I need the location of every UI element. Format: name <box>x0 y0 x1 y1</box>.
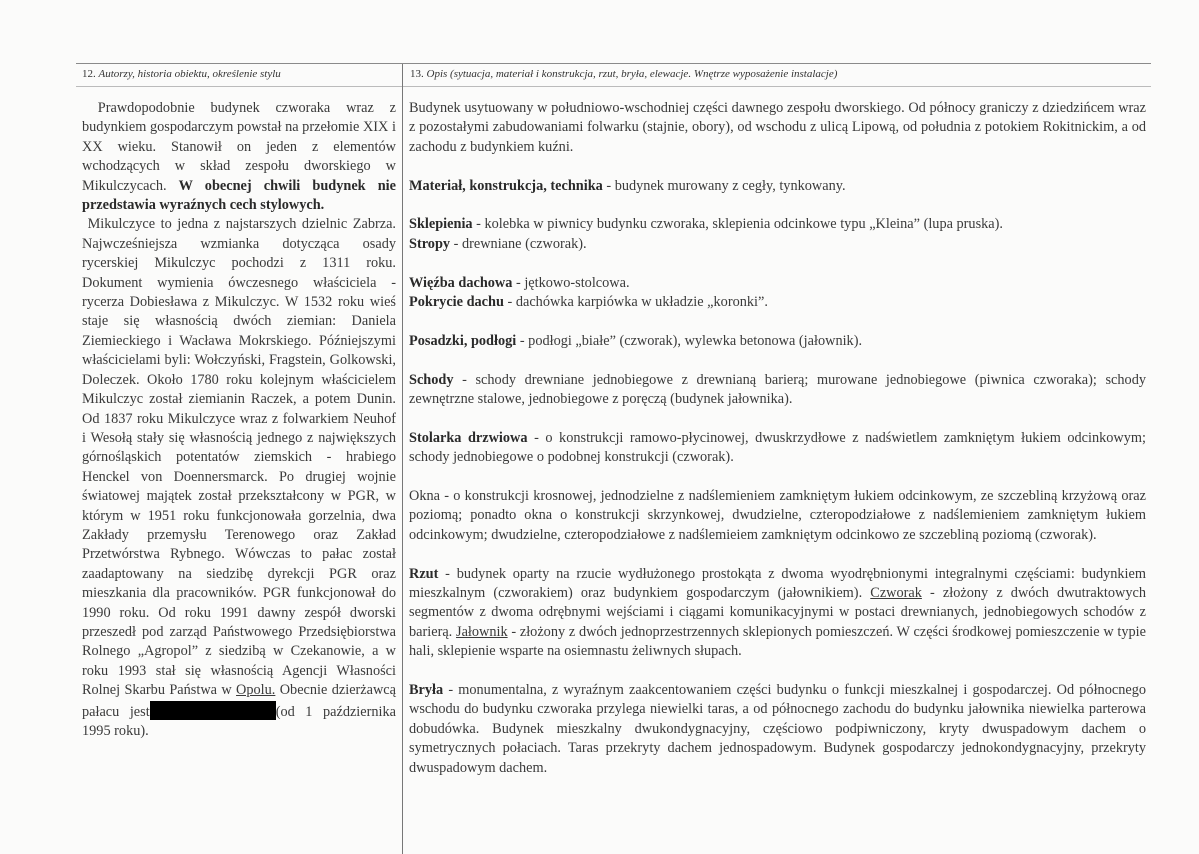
text-segment: Sklepienia <box>409 216 473 233</box>
text-segment: - dachówka karpiówka w układzie „koronki”. <box>503 294 768 311</box>
text-segment: - drewniane (czworak). <box>450 235 587 252</box>
text-segment: Obecnie dzierżawcą pałacu jest <box>82 682 397 720</box>
paragraph <box>82 99 396 215</box>
paragraph <box>409 274 1146 293</box>
text-segment: - monumentalna, z wyraźnym zaakcentowaniem części budynku o funkcji mieszkalnej i gospodarczej. Od północnego wschodu do budynku czworaka przylega niewielki taras, a od północnego zachodu do budynku jałownika niewielka parterowa dobudówka. Budynek mieszkalny dwukondygnacyjny, częściowo podpiwniczony, kryty dwuspadowym dachem o symetrycznych połaciach. Taras przekryty dachem jednospadowym. Budynek gospodarczy jednokondygnacyjny, przekryty dwuspadowym dachem. <box>409 682 1146 776</box>
text-segment: W obecnej chwili budynek nie przedstawia wyraźnych cech stylowych. <box>82 177 396 214</box>
paragraph <box>409 371 1146 410</box>
section-13 <box>406 64 1146 797</box>
text-segment: Czworak <box>870 585 922 602</box>
text-segment: Stolarka drzwiowa <box>409 429 528 446</box>
text-segment: Jałownik <box>456 623 508 640</box>
text-segment: - złożony z dwóch jednoprzestrzennych sklepionych pomieszczeń. W części środkowej pomieszczenie w typie hali, sklepienie wsparte na osiemnastu żeliwnych słupach. <box>409 623 1147 660</box>
text-segment: Mikulczyce to jedna z najstarszych dzielnic Zabrza. Najwcześniejsza wzmianka dotycząca osady rycerskiej Mikulczyc pochodzi z 1311 roku. Dokument wymienia ówczesnego właściciela - rycerza Dobiesława z Mikulczyc. W 1532 roku wieś staje się własnością dwóch ziemian: Daniela Ziemieckiego i Wacława Mokrskiego. Późniejszymi właścicielami byli: Wołczyński, Fragstein, Golkowski, Doleczek. Około 1780 roku kolejnym właścicielem Mikulczyc został ziemianin Raczek, a potem Dunin. Od 1837 roku Mikulczyce wraz z folwarkiem Neuhof i Wesołą stały się własnością jednego z największych górnośląskich potentatów ziemskich - hrabiego Henckel von Doennersmarck. Po drugiej wojnie światowej majątek został przekształcony w PGR, w którym w 1951 roku funkcjonowała gorzelnia, dwa Zakłady przemysłu Terenowego oraz Zakład Przetwórstwa Rybnego. Wówczas to pałac został zaadaptowany na siedzibę dyrekcji PGR oraz mieszkania dla pracowników. PGR funkcjonował do 1990 roku. Od roku 1991 dawny zespół dworski przeszedł pod zarząd Państwowego Przedsiębiorstwa Rolnego „Agropol” z siedzibą w Czekanowie, a w roku 1993 stał się własnością Agencji Własności Rolnej Skarbu Państwa w <box>82 216 396 699</box>
paragraph <box>409 215 1146 234</box>
text-segment: - kolebka w piwnicy budynku czworaka, sklepienia odcinkowe typu „Kleina” (lupa pruska). <box>472 216 1003 233</box>
text-segment: Budynek usytuowany w południowo-wschodniej części dawnego zespołu dworskiego. Od północy graniczy z dziedzińcem wraz z pozostałymi zabudowaniami folwarku (stajnie, obory), od wschodu z ulicą Lipową, od południa z potokiem Rokitnickim, a od zachodu z budynkiem kuźni. <box>409 100 1146 155</box>
text-segment: Schody <box>409 371 454 388</box>
paragraph <box>409 293 1146 312</box>
description-text <box>406 99 1146 778</box>
text-segment: Rzut <box>409 565 439 582</box>
text-segment: - podłogi „białe” (czworak), wylewka betonowa (jałownik). <box>516 332 863 349</box>
text-segment: Materiał, konstrukcja, technika <box>409 177 603 194</box>
heading-text: Autorzy, historia obiektu, określenie stylu <box>98 68 281 80</box>
redaction-box <box>212 701 276 720</box>
text-segment: Więźba dachowa <box>409 274 513 291</box>
paragraph <box>409 565 1146 662</box>
text-segment: Stropy <box>409 235 451 252</box>
paragraph <box>409 681 1146 778</box>
text-segment: Bryła <box>409 682 444 699</box>
paragraph <box>409 99 1146 157</box>
text-segment: - jętkowo-stolcowa. <box>512 274 630 291</box>
column-divider <box>402 64 403 854</box>
form-table <box>76 63 1151 854</box>
paragraph <box>409 332 1146 351</box>
text-segment: - schody drewniane jednobiegowe z drewnianą barierą; murowane jednobiegowe (piwnica czworaka); schody zewnętrzne stalowe, jednobiegowe z poręczą (budynek jałownika). <box>409 371 1146 408</box>
section-13-heading <box>406 64 1146 84</box>
text-segment: - budynek oparty na rzucie wydłużonego prostokąta z dwoma wyodrębnionymi integralnymi częściami: budynkiem mieszkalnym (czworakiem) oraz budynkiem gospodarczym (jałownikiem). <box>409 565 1146 602</box>
text-segment: - budynek murowany z cegły, tynkowany. <box>602 177 846 194</box>
paragraph <box>409 429 1146 468</box>
section-12-heading <box>78 64 398 84</box>
heading-number: 13. <box>410 68 424 80</box>
heading-number: 12. <box>82 68 96 80</box>
text-segment: Okna - o konstrukcji krosnowej, jednodzielne z nadślemieniem zamkniętym łukiem odcinkowym, ze szczebliną krzyżową oraz poziomą; ponadto okna o konstrukcji skrzynkowej, dwudzielne, czteropodziałowe z nadślemieniem zamkniętym łukiem odcinkowym; dwudzielne, czteropodziałowe z nadślemieiem zamkniętym odcinkowo ze szczebliną poziomą (czworak). <box>409 488 1146 543</box>
heading-text: Opis (sytuacja, materiał i konstrukcja, rzut, bryła, elewacje. Wnętrze wyposażenie instalacje) <box>426 68 838 80</box>
paragraph <box>409 487 1146 545</box>
paragraph <box>82 215 396 741</box>
section-12 <box>78 64 398 741</box>
paragraph <box>409 235 1146 254</box>
text-segment: Posadzki, podłogi <box>409 332 517 349</box>
paragraph <box>409 177 1146 196</box>
history-text <box>78 99 398 741</box>
text-segment: - złożony z dwóch dwutraktowych segmentów z dwoma odrębnymi wejściami i ciągami komunikacyjnymi w postaci drewnianych, jednobiegowych schodów z barierą. <box>409 585 1146 640</box>
text-segment: - o konstrukcji ramowo-płycinowej, dwuskrzydłowe z nadświetlem zamkniętym łukiem odcinkowym; schody jednobiegowe o podobnej konstrukcji (czworak). <box>409 429 1147 466</box>
text-segment: Prawdopodobnie budynek czworaka wraz z budynkiem gospodarczym powstał na przełomie XIX i XX wieku. Stanowił on jeden z elementów wchodzących w skład zespołu dworskiego w Mikulczycach. <box>82 100 396 194</box>
text-segment: Opolu. <box>236 682 276 699</box>
text-segment: Pokrycie dachu <box>409 294 504 311</box>
redaction-box <box>150 701 212 720</box>
text-segment: (od 1 października 1995 roku). <box>82 703 397 739</box>
